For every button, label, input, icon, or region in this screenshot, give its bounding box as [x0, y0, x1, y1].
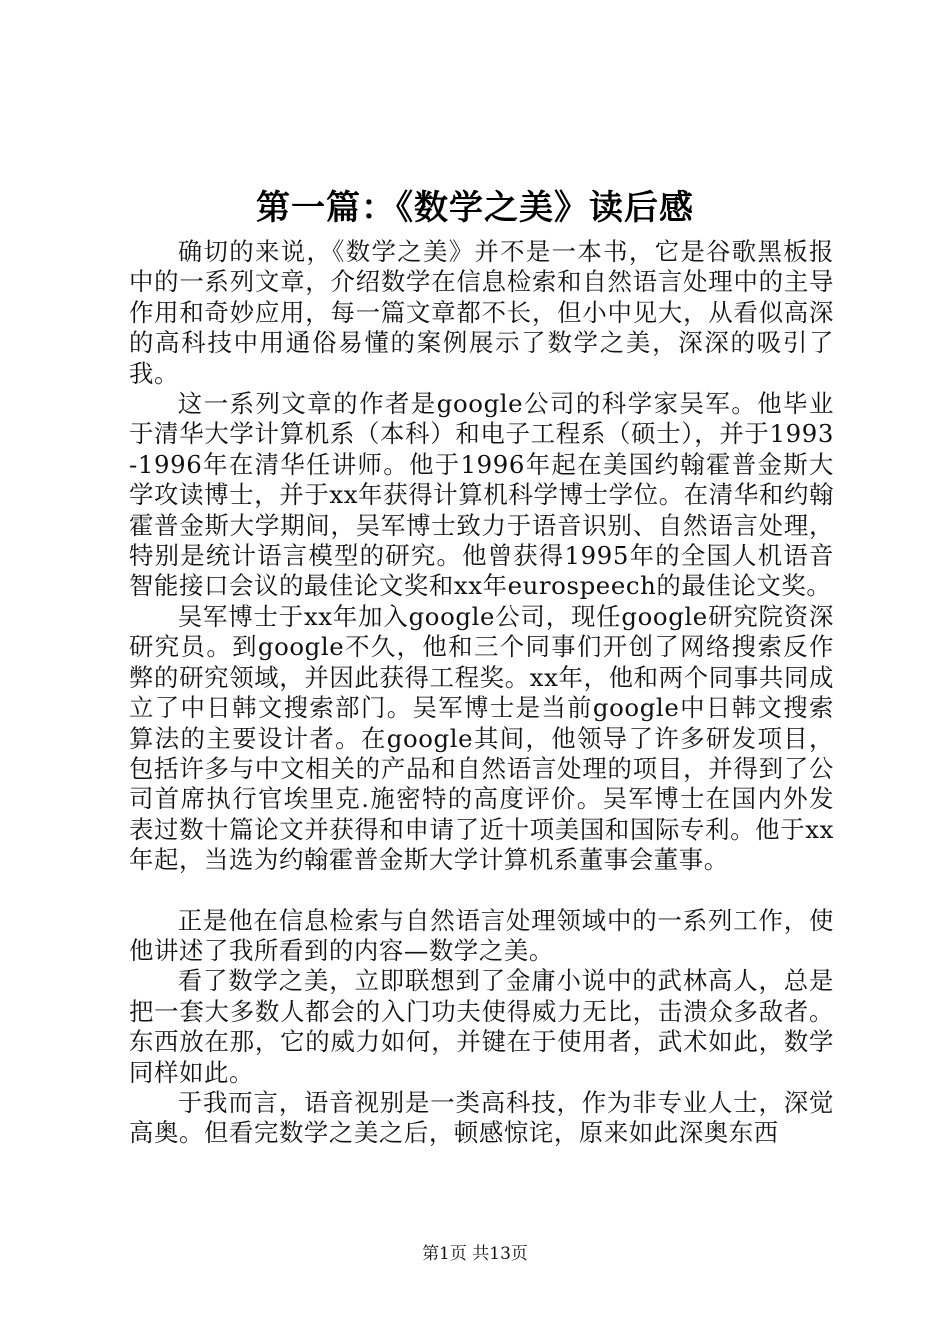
- paragraph-5: 看了数学之美，立即联想到了金庸小说中的武林高人，总是把一套大多数人都会的入门功夫使得威力无比，击溃众多敌者。东西放在那，它的威力如何，并键在于使用者，武术如此，数学同样如此。: [129, 966, 834, 1087]
- document-body: [129, 237, 834, 1149]
- paragraph-3: 吴军博士于xx年加入google公司，现任google研究院资深研究员。到google不久，他和三个同事们开创了网络搜索反作弊的研究领域，并因此获得工程奖。xx年，他和两个同事共同成立了中日韩文搜索部门。吴军博士是当前google中日韩文搜索算法的主要设计者。在google其间，他领导了许多研发项目，包括许多与中文相关的产品和自然语言处理的项目，并得到了公司首席执行官埃里克.施密特的高度评价。吴军博士在国内外发表过数十篇论文并获得和申请了近十项美国和国际专利。他于xx年起，当选为约翰霍普金斯大学计算机系董事会董事。: [129, 601, 834, 875]
- page-footer: 第1页 共13页: [422, 1244, 528, 1264]
- paragraph-2: 这一系列文章的作者是google公司的科学家吴军。他毕业于清华大学计算机系（本科）和电子工程系（硕士），并于1993-1996年在清华任讲师。他于1996年起在美国约翰霍普金斯大学攻读博士，并于xx年获得计算机科学博士学位。在清华和约翰霍普金斯大学期间，吴军博士致力于语音识别、自然语言处理，特别是统计语言模型的研究。他曾获得1995年的全国人机语音智能接口会议的最佳论文奖和xx年eurospeech的最佳论文奖。: [129, 389, 834, 601]
- paragraph-4: 正是他在信息检索与自然语言处理领域中的一系列工作，使他讲述了我所看到的内容—数学之美。: [129, 905, 834, 965]
- paragraph-6: 于我而言，语音视别是一类高科技，作为非专业人士，深觉高奥。但看完数学之美之后，顿感惊诧，原来如此深奥东西: [129, 1087, 834, 1148]
- paragraph-1: 确切的来说，《数学之美》并不是一本书，它是谷歌黑板报中的一系列文章，介绍数学在信息检索和自然语言处理中的主导作用和奇妙应用，每一篇文章都不长，但小中见大，从看似高深的高科技中用通俗易懂的案例展示了数学之美，深深的吸引了我。: [129, 237, 834, 388]
- document-title: 第一篇：《数学之美》读后感: [256, 188, 694, 228]
